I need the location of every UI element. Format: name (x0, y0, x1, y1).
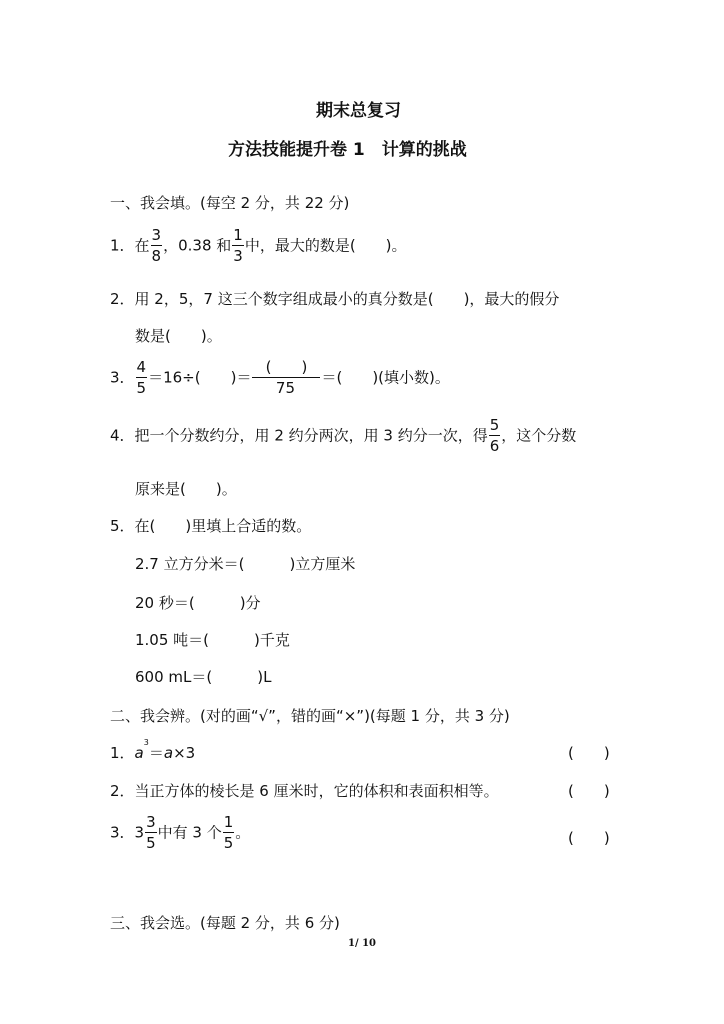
question-1-4-line1: 4．把一个分数约分，用 2 约分两次，用 3 约分一次，得 $\frac{5}{6}$ ，这个分数 (110, 416, 577, 455)
page-number: 1/ 10 (348, 938, 377, 949)
answer-blank-2-1[interactable]: ( ) (568, 744, 610, 762)
question-1-3: 3． $\frac{4}{5}$ ＝16÷( )＝ $\frac{( )}{75}$ ＝( )(填小数)。 (110, 358, 450, 397)
question-2-3: 3．3 $\frac{3}{5}$ 中有 3 个 $\frac{1}{5}$ 。 (110, 813, 251, 852)
question-1-1: 1．在 $\frac{3}{8}$ ，0.38 和 $\frac{1}{3}$ 中，最大的数是( )。 (110, 226, 407, 265)
question-2-2: 2．当正方体的棱长是 6 厘米时，它的体积和表面积相等。 (110, 782, 499, 800)
question-1-5-item: 600 mL＝( )L (135, 668, 272, 686)
question-1-2-line1: 2．用 2，5，7 这三个数字组成最小的真分数是( )，最大的假分 (110, 290, 560, 308)
question-1-5-item: 20 秒＝( )分 (135, 594, 261, 612)
fraction: $\frac{5}{6}$ (489, 416, 500, 455)
question-1-2-line2: 数是( )。 (135, 327, 222, 345)
fraction: $\frac{1}{5}$ (223, 813, 234, 852)
fraction: $\frac{( )}{75}$ (252, 360, 320, 396)
fraction: $\frac{1}{3}$ (233, 226, 243, 265)
page-title: 期末总复习 (316, 101, 401, 121)
question-1-4-line2: 原来是( )。 (135, 480, 237, 498)
question-1-5-item: 2.7 立方分米＝( )立方厘米 (135, 555, 356, 573)
question-1-5-intro: 5．在( )里填上合适的数。 (110, 517, 312, 535)
section1-heading: 一、我会填。(每空 2 分，共 22 分) (110, 194, 350, 212)
page-subtitle: 方法技能提升卷 1 计算的挑战 (228, 140, 467, 160)
fraction: $\frac{4}{5}$ (136, 358, 147, 397)
question-1-5-item: 1.05 吨＝( )千克 (135, 631, 290, 649)
fraction: $\frac{3}{5}$ (146, 813, 156, 852)
fraction: $\frac{3}{8}$ (151, 226, 162, 265)
answer-blank-2-3[interactable]: ( ) (568, 829, 610, 847)
section2-heading: 二、我会辨。(对的画“√”，错的画“×”)(每题 1 分，共 3 分) (110, 707, 510, 725)
answer-blank-2-2[interactable]: ( ) (568, 782, 610, 800)
question-2-1: 1．$a^3=a\times 3$ (110, 738, 196, 762)
section3-heading: 三、我会选。(每题 2 分，共 6 分) (110, 914, 340, 932)
